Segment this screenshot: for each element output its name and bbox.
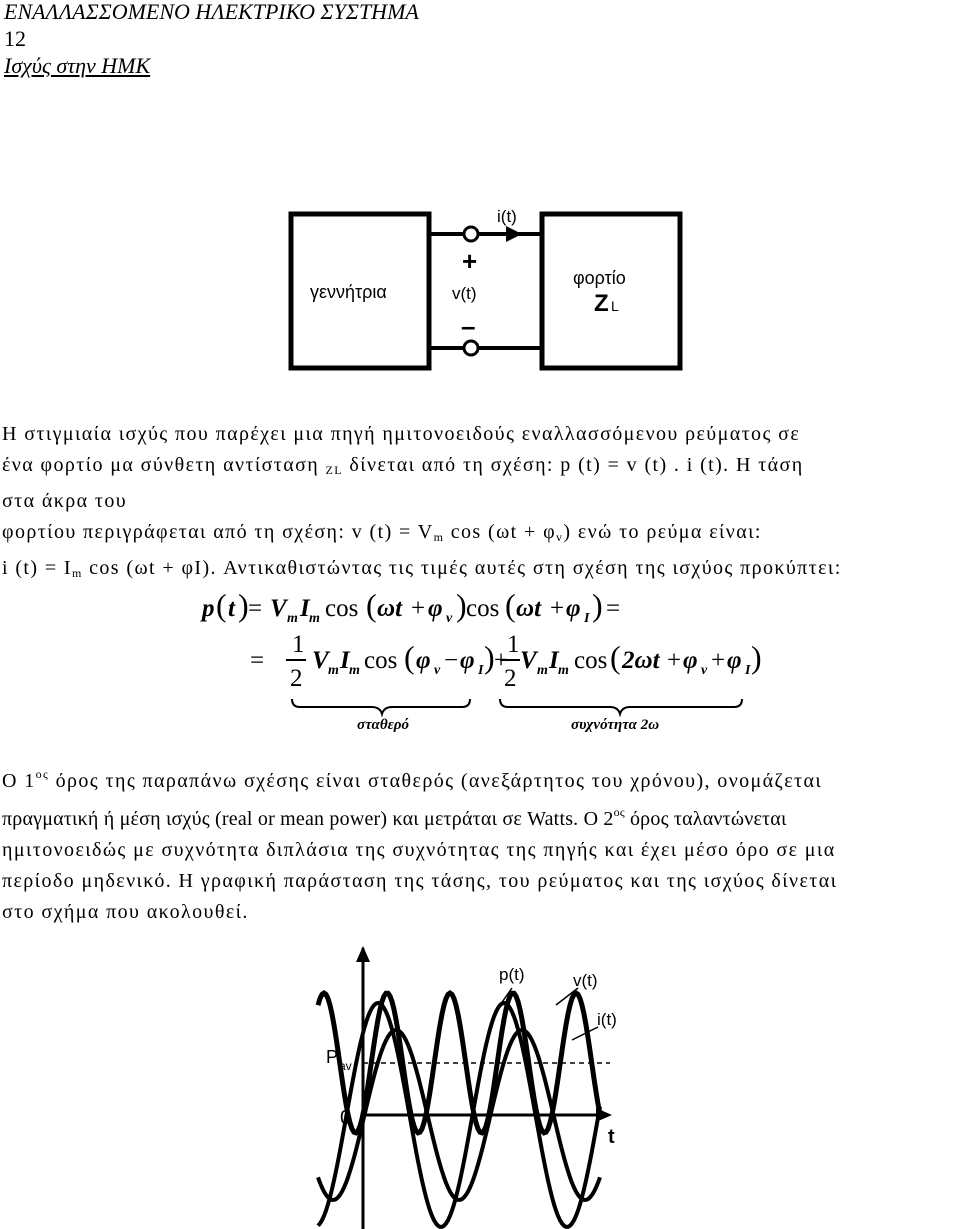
eq-lp-4: ( (404, 639, 415, 675)
voltage-label: v(t) (452, 284, 477, 303)
eq-phiI-6: I (745, 663, 751, 678)
p1-l4-sub2: v (556, 530, 564, 544)
eq-plus-5: + (711, 647, 726, 674)
eq-Im-1: m (309, 611, 320, 626)
p1-l5-sub: m (71, 566, 83, 580)
pav-sub: av (339, 1059, 352, 1073)
brace-left-label: σταθερό (357, 717, 409, 733)
eq-cos-3: cos (364, 647, 398, 674)
current-label: i(t) (497, 207, 517, 226)
t-label: t (608, 1126, 615, 1148)
eq-V-3: V (520, 647, 537, 674)
page-number: 12 (4, 26, 26, 51)
eq-Im-3: m (558, 663, 569, 678)
eq-frac2-den: 2 (504, 665, 517, 692)
eq-plus-1: + (411, 595, 426, 622)
eq-phiv-1: v (446, 611, 453, 626)
eq-Vm-1: m (287, 611, 298, 626)
p1-l2-sub: ZL (325, 463, 344, 477)
eq-rparen: ) (238, 587, 249, 623)
eq-V-1: V (270, 595, 287, 622)
minus-sign: – (461, 311, 476, 341)
eq-cos-1: cos (325, 595, 359, 622)
p1-l5-a: i (t) = I (2, 557, 72, 579)
eq-plus-4: + (667, 647, 682, 674)
eq-equals-1: = (248, 595, 263, 622)
p1-line-1: Η στιγμιαία ισχύς που παρέχει μια πηγή ημιτονοειδούς εναλλασσόμενου ρεύματος σε (2, 423, 801, 445)
p2-l1-sup: ος (35, 767, 50, 781)
p1-l4-c: ) ενώ το ρεύμα είναι: (563, 521, 762, 543)
p1-l2-b: δίνεται από τη σχέση: p (t) = v (t) . i (t). Η τάση (349, 454, 804, 476)
eq-p: p (202, 595, 215, 622)
eq-minus: − (444, 647, 459, 674)
p1-l4-sub1: m (433, 530, 445, 544)
eq-Im-2: m (349, 663, 360, 678)
p1-l4-a: φορτίου περιγράφεται από τη σχέση: v (t) = V (2, 521, 434, 543)
p2-line-3: ημιτονοειδώς με συχνότητα διπλάσια της συχνότητας της πηγής και έχει μέσο όρο σε μια (2, 839, 836, 861)
eq-plus-3: + (494, 647, 509, 674)
load-label: φορτίο (573, 268, 626, 288)
eq-cos-2: cos (466, 595, 500, 622)
power-curve (318, 993, 600, 1133)
eq-wt-2: ωt (516, 595, 542, 622)
load-subscript: L (611, 298, 619, 314)
eq-I-1: I (300, 595, 310, 622)
v-label: v(t) (573, 971, 598, 990)
eq-equals-2: = (606, 595, 621, 622)
eq-lp-5: ( (610, 639, 621, 675)
eq-V-2: V (312, 647, 329, 674)
eq-phi-4: φ (460, 647, 475, 674)
eq-frac1-num: 1 (292, 631, 305, 658)
p2-l2-sup: ος (613, 805, 625, 819)
p1-l2-a: ένα φορτίο μα σύνθετη αντίσταση (2, 454, 320, 476)
eq-Vm-3: m (537, 663, 548, 678)
eq-phiI-4: I (478, 663, 484, 678)
p2-l1-a: Ο 1 (2, 770, 36, 792)
eq-2wt: 2ωt (622, 647, 660, 674)
generator-label: γεννήτρια (310, 282, 387, 302)
eq-I-2: I (340, 647, 350, 674)
eq-phi-6: φ (727, 647, 742, 674)
eq-rp-5: ) (751, 639, 762, 675)
eq-plus-2: + (550, 595, 565, 622)
brace-right-label: συχνότητα 2ω (571, 717, 660, 733)
eq-phiv-3: v (434, 663, 441, 678)
eq-lp-2: ( (366, 587, 377, 623)
eq-phiv-5: v (701, 663, 708, 678)
p1-line-3: στα άκρα του (2, 490, 128, 512)
eq-frac2-num: 1 (507, 631, 520, 658)
eq-phi-1: φ (428, 595, 443, 622)
p1-l5-b: cos (ωt + φI). Αντικαθιστώντας τις τιμές αυτές στη σχέση της ισχύος προκύπτει: (89, 557, 842, 579)
eq-phi-2: φ (566, 595, 581, 622)
p2-line-5: στο σχήμα που ακολουθεί. (2, 901, 249, 923)
eq-cos-4: cos (574, 647, 608, 674)
load-symbol: Z (594, 290, 609, 317)
section-title: Ισχύς στην ΗΜΚ (4, 53, 151, 78)
eq-rp-4: ) (484, 639, 495, 675)
eq-phi-3: φ (416, 647, 431, 674)
eq-Vm-2: m (328, 663, 339, 678)
plus-sign: + (462, 246, 478, 276)
eq-rp-3: ) (592, 587, 603, 623)
eq-equals-3: = (250, 647, 265, 674)
pav-label: P (326, 1047, 339, 1067)
eq-frac1-den: 2 (290, 665, 303, 692)
p1-l4-b: cos (ωt + φ (450, 521, 557, 543)
zero-label: 0 (340, 1107, 352, 1129)
p-label: p(t) (499, 965, 525, 984)
p2-line-4: περίοδο μηδενικό. Η γραφική παράσταση της τάσης, του ρεύματος και της ισχύος δίνεται (2, 870, 838, 892)
eq-phi-5: φ (683, 647, 698, 674)
document-title: ΕΝΑΛΛΑΣΣΟΜΕΝΟ ΗΛΕΚΤΡΙΚΟ ΣΥΣΤΗΜΑ (4, 0, 419, 24)
p2-l1-b: όρος της παραπάνω σχέσης είναι σταθερός (ανεξάρτητος του χρόνου), ονομάζεται (55, 770, 823, 792)
y-axis-arrow (356, 946, 370, 962)
eq-lp-3: ( (505, 587, 516, 623)
eq-wt-1: ωt (377, 595, 403, 622)
eq-t: t (228, 595, 235, 622)
eq-lparen: ( (216, 587, 227, 623)
eq-rp-2: ) (456, 587, 467, 623)
i-label: i(t) (597, 1010, 617, 1029)
p2-l2-a: πραγματική ή μέση ισχύς (real or mean power) και μετράται σε Watts. Ο 2 (2, 808, 614, 830)
eq-I-3: I (549, 647, 559, 674)
eq-phiI-2: I (584, 611, 590, 626)
p2-l2-b: όρος ταλαντώνεται (629, 808, 787, 830)
